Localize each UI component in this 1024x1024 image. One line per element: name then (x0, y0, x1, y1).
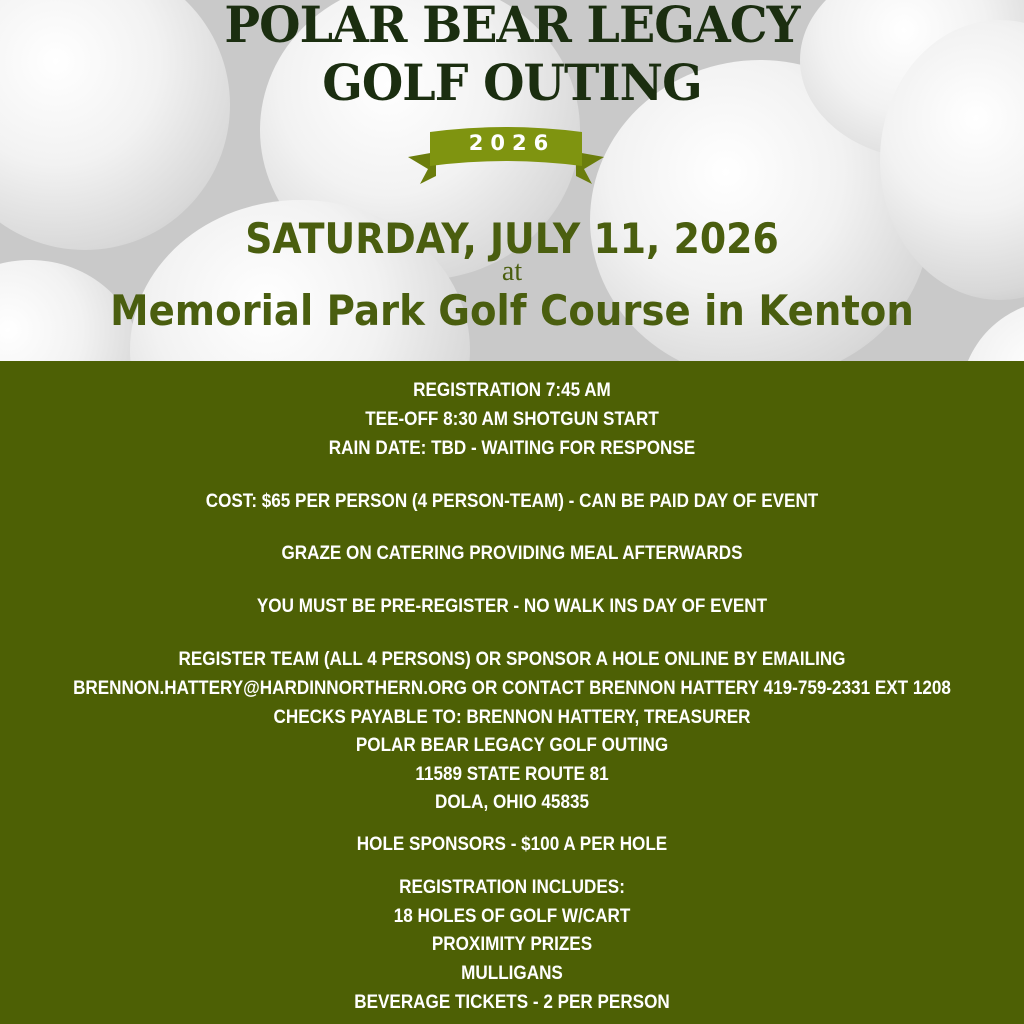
detail-line: REGISTRATION INCLUDES: (399, 877, 625, 898)
event-title-line-1: POLAR BEAR LEGACY (224, 0, 800, 54)
contact-email-line: BRENNON.HATTERY@HARDINNORTHERN.ORG OR CONTACT BRENNON HATTERY 419-759-2331 EXT 1208 (73, 678, 951, 699)
detail-line: BEVERAGE TICKETS - 2 PER PERSON (354, 992, 670, 1013)
detail-line: 11589 STATE ROUTE 81 (415, 764, 609, 785)
detail-line: POLAR BEAR LEGACY GOLF OUTING (355, 735, 669, 756)
detail-line: TEE-OFF 8:30 AM SHOTGUN START (365, 409, 659, 430)
golf-balls-banner (0, 0, 1024, 361)
detail-line: HOLE SPONSORS - $100 A PER HOLE (356, 834, 668, 855)
detail-line: YOU MUST BE PRE-REGISTER - NO WALK INS DAY OF EVENT (256, 596, 768, 617)
detail-line: CHECKS PAYABLE TO: BRENNON HATTERY, TREASURER (273, 707, 751, 728)
event-venue: Memorial Park Golf Course in Kenton (110, 286, 914, 335)
detail-line: REGISTRATION 7:45 AM (413, 380, 611, 401)
detail-line: RAIN DATE: TBD - WAITING FOR RESPONSE (328, 438, 696, 459)
detail-line: COST: $65 PER PERSON (4 PERSON-TEAM) - CAN BE PAID DAY OF EVENT (205, 491, 819, 512)
detail-line: DOLA, OHIO 45835 (435, 792, 589, 813)
detail-line: GRAZE ON CATERING PROVIDING MEAL AFTERWARDS (281, 543, 743, 564)
event-year: 2026 (468, 131, 556, 155)
event-date: SATURDAY, JULY 11, 2026 (245, 214, 779, 263)
event-title-line-2: GOLF OUTING (322, 53, 702, 112)
detail-line: PROXIMITY PRIZES (431, 934, 593, 955)
detail-line: MULLIGANS (461, 963, 563, 984)
at-label: at (501, 256, 523, 287)
detail-line: REGISTER TEAM (ALL 4 PERSONS) OR SPONSOR A HOLE ONLINE BY EMAILING (178, 649, 846, 670)
detail-line: 18 HOLES OF GOLF W/CART (393, 906, 631, 927)
